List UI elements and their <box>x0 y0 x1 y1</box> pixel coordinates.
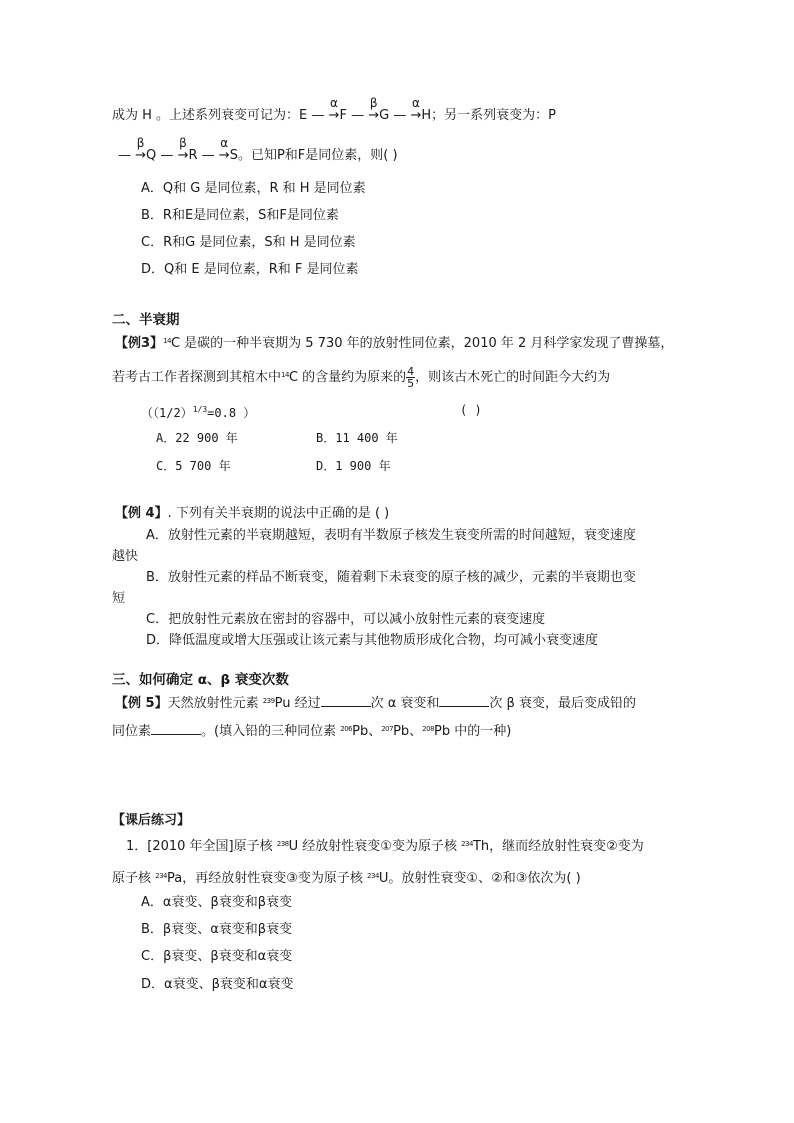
ex4-option-d: D．降低温度或增大压强或让该元素与其他物质形成化合物，均可减小衰变速度 <box>146 633 599 648</box>
practice-text: Pa，再经放射性衰变③变为原子核 <box>167 871 368 886</box>
isotope-mass: 234 <box>155 872 168 880</box>
ex4-option-a-line-1: A．放射性元素的半衰期越短，表明有半数原子核发生衰变所需的时间越短，衰变速度 <box>146 528 636 543</box>
example-4-stem <box>115 505 389 523</box>
ex3-option-c: C．5 700 年 <box>156 459 231 473</box>
practice-text: U 经放射性衰变①变为原子核 <box>288 839 462 854</box>
section-heading-decay-count: 三、如何确定 α、β 衰变次数 <box>112 672 289 688</box>
example-5-text: 次 β 衰变，最后变成铅的 <box>489 696 636 711</box>
example-tag: 【例 4】 <box>115 506 168 521</box>
hint-line <box>141 401 255 422</box>
decay-arrow: β → <box>177 136 189 163</box>
ex4-option-b-line-1: B．放射性元素的样品不断衰变，随着剩下未衰变的原子核的减少，元素的半衰期也变 <box>146 570 636 585</box>
arrow-label: β <box>136 136 145 150</box>
hint-exponent: 1/3 <box>192 405 208 414</box>
hint-text: （（1/2） <box>141 406 193 420</box>
arrow-label: β <box>179 136 187 150</box>
isotope-mass: 208 <box>422 725 435 733</box>
example-3-text: ，则该古木死亡的时间距今大约为 <box>415 370 611 385</box>
nucleus-symbol: R <box>188 148 198 163</box>
practice-option-d: D．α衰变、β衰变和α衰变 <box>141 977 294 992</box>
nucleus-symbol: Q <box>146 148 157 163</box>
isotope-mass: 14 <box>163 337 171 345</box>
example-5-text: Pb、 <box>352 724 382 739</box>
practice-q1-line-1 <box>126 835 644 856</box>
decay-chain-line-1: 成为 H 。上述系列衰变可记为：E — α →F — β →G — α →H；另一系列衰变为：P <box>112 96 557 123</box>
fill-blank-beta[interactable] <box>439 694 489 707</box>
fraction-numerator: 4 <box>407 365 415 378</box>
example-5-text: 同位素 <box>112 724 152 739</box>
option-c: C．R和G 是同位素，S和 H 是同位素 <box>141 235 356 250</box>
arrow-label: α <box>411 96 420 110</box>
section-heading-half-life: 二、半衰期 <box>112 312 180 328</box>
decay-arrow: α → <box>410 96 422 123</box>
arrow-label: α <box>330 96 338 110</box>
example-5-line-1 <box>115 692 636 713</box>
ex3-option-a: A．22 900 年 <box>156 431 238 445</box>
nucleus-symbol: S <box>229 148 238 163</box>
practice-option-a: A．α衰变、β衰变和β衰变 <box>141 895 293 910</box>
example-3-text: 若考古工作者探测到其棺木中 <box>112 370 282 385</box>
arrow-label: α <box>220 136 229 150</box>
decay-arrow: β → <box>368 96 380 123</box>
practice-q1-line-2 <box>112 867 581 888</box>
practice-text: 1．[2010 年全国]原子核 <box>126 839 277 854</box>
practice-text: U。放射性衰变①、②和③依次为( ) <box>378 871 581 886</box>
practice-heading: 【课后练习】 <box>112 813 191 828</box>
example-3-line-1 <box>115 332 673 353</box>
example-5-text: 。(填入铅的三种同位素 <box>201 724 341 739</box>
nucleus-symbol: H <box>421 108 432 123</box>
example-4-text: . 下列有关半衰期的说法中正确的是 ( ) <box>167 506 390 521</box>
decay-arrow: α → <box>328 96 340 123</box>
option-b: B．R和E是同位素，S和F是同位素 <box>141 208 339 223</box>
isotope-mass: 239 <box>262 697 275 705</box>
example-5-text: 天然放射性元素 <box>167 696 263 711</box>
example-3-text: C 是碳的一种半衰期为 5 730 年的放射性同位素，2010 年 2 月科学家发现了曹操墓， <box>170 336 674 351</box>
decay-question-text: 。已知P和F是同位素，则( ) <box>237 148 398 163</box>
example-5-text: Pb 中的一种) <box>434 724 512 739</box>
fraction <box>406 366 415 389</box>
fill-blank-alpha[interactable] <box>321 694 371 707</box>
decay-arrow: α → <box>218 136 230 163</box>
example-tag: 【例3】 <box>115 336 164 351</box>
isotope-mass: 238 <box>276 840 289 848</box>
decay-intro-text: 成为 H 。上述系列衰变可记为：E <box>112 108 308 123</box>
isotope-mass: 14 <box>281 371 289 379</box>
practice-text: 原子核 <box>112 871 156 886</box>
ex3-option-d: D．1 900 年 <box>316 459 391 473</box>
arrow-label: β <box>369 96 378 110</box>
decay-arrow: β → <box>135 136 147 163</box>
example-tag: 【例 5】 <box>115 696 168 711</box>
option-a: A．Q和 G 是同位素，R 和 H 是同位素 <box>141 181 366 196</box>
isotope-mass: 234 <box>461 840 473 848</box>
nucleus-symbol: G <box>379 108 390 123</box>
practice-text: Th，继而经放射性衰变②变为 <box>472 839 644 854</box>
example-5-line-2 <box>112 720 511 741</box>
example-5-text: Pb、 <box>393 724 423 739</box>
example-3-text: C 的含量约为原来的 <box>288 370 407 385</box>
option-d: D．Q和 E 是同位素，R和 F 是同位素 <box>141 262 359 277</box>
isotope-mass: 206 <box>340 725 353 733</box>
answer-paren: ( ) <box>460 403 482 417</box>
ex4-option-c: C．把放射性元素放在密封的容器中，可以减小放射性元素的衰变速度 <box>146 612 546 627</box>
isotope-mass: 234 <box>367 872 379 880</box>
decay-tail-text: ；另一系列衰变为：P <box>431 108 557 123</box>
example-5-text: Pu 经过 <box>274 696 321 711</box>
practice-option-c: C．β衰变、β衰变和α衰变 <box>141 949 293 964</box>
practice-option-b: B．β衰变、α衰变和β衰变 <box>141 922 293 937</box>
nucleus-symbol: F <box>339 108 347 123</box>
isotope-mass: 207 <box>381 725 394 733</box>
hint-text: =0.8 ） <box>207 406 256 420</box>
decay-chain-line-2: — β →Q — β →R — α →S。已知P和F是同位素，则( ) <box>118 136 398 163</box>
ex4-option-a-line-2: 越快 <box>112 549 139 564</box>
fraction-denominator: 5 <box>407 377 415 390</box>
ex4-option-b-line-2: 短 <box>112 591 126 606</box>
fill-blank-isotope[interactable] <box>151 722 201 735</box>
example-5-text: 次 α 衰变和 <box>370 696 440 711</box>
example-3-line-2 <box>112 366 610 389</box>
ex3-option-b: B．11 400 年 <box>316 431 398 445</box>
